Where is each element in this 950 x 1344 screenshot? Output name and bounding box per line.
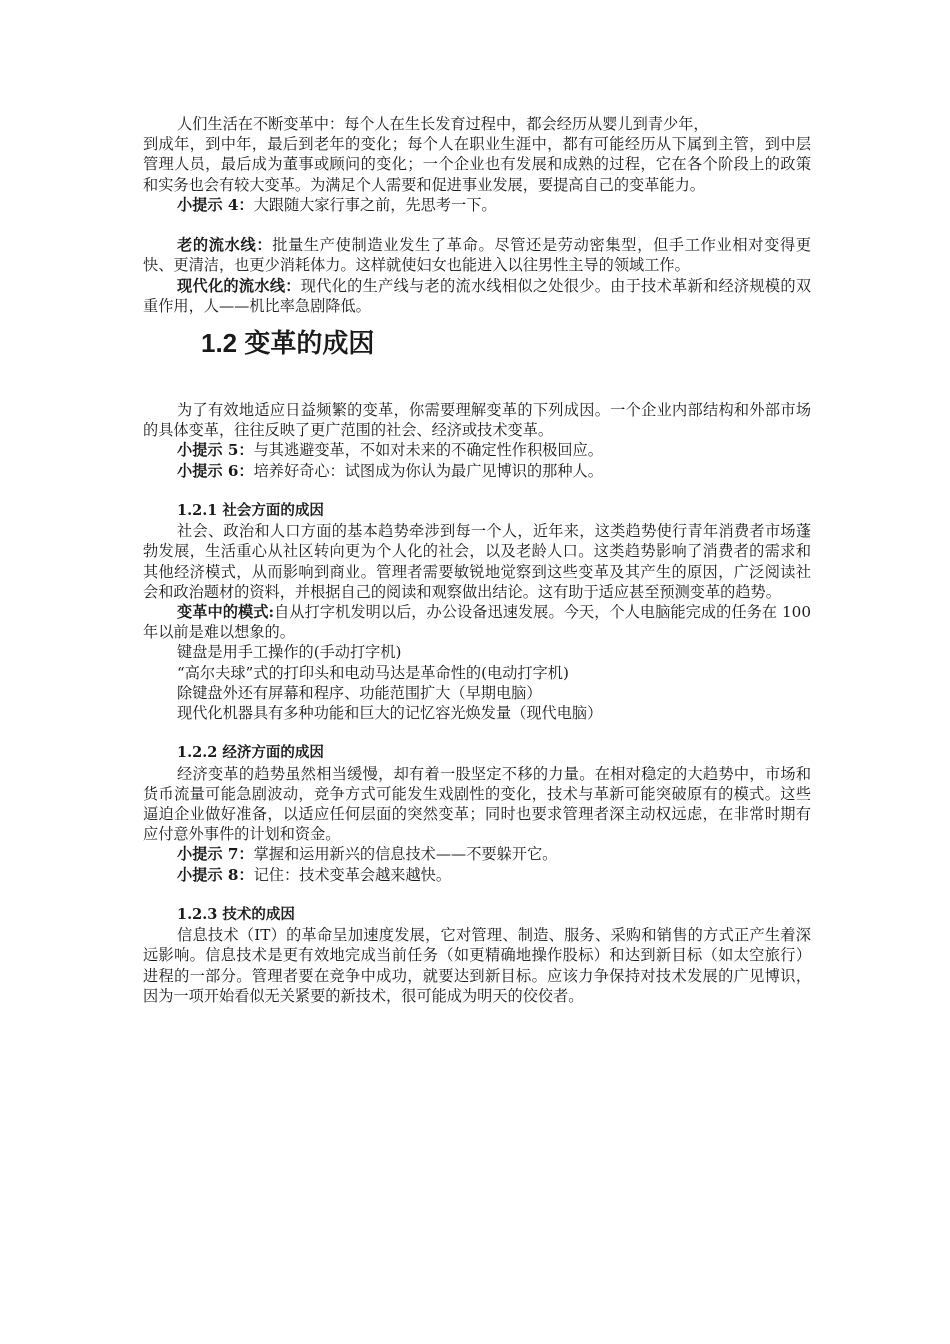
- tip-7: [143, 844, 811, 864]
- intro-paragraph-line1: 人们生活在不断变革中：每个人在生长发育过程中，都会经历从婴儿到青少年，: [177, 115, 709, 133]
- list-item: 现代化机器具有多种功能和巨大的记忆容光焕发量（现代电脑）: [177, 704, 603, 723]
- blank-line: [143, 215, 811, 235]
- tip-text: 培养好奇心：试图成为你认为最广见博识的那种人。: [253, 461, 603, 480]
- tip-5: [143, 440, 811, 460]
- technology-causes-paragraph: 信息技术（IT）的革命呈加速度发展，它对管理、制造、服务、采购和销售的方式正产生着深远影响。信息技术是更有效地完成当前任务（如更精确地操作股标）和达到新目标（如太空旅行）进程的一部分。管理者要在竞争中成功，就要达到新目标。应该力争保持对技术发展的广见博识，因为一项开始看似无关紧要的新技术，很可能成为明天的佼佼者。: [143, 926, 811, 1005]
- tip-label: 小提示 5：: [177, 441, 254, 460]
- pattern-paragraph: [143, 602, 811, 642]
- economic-causes-paragraph: 经济变革的趋势虽然相当缓慢，却有着一股坚定不移的力量。在相对稳定的大趋势中，市场和货币流量可能急剧波动，竞争方式可能发生戏剧性的变化，技术与革新可能突破原有的模式。这些逼迫企业做好准备，以适应任何层面的突然变革；同时也要求管理者深主动权远虑，在非常时期有应付意外事件的计划和资金。: [143, 764, 811, 844]
- intro-paragraph-rest: 到成年，到中年，最后到老年的变化；每个人在职业生涯中，都有可能经历从下属到主管，到中层管理人员，最后成为董事或顾问的变化；一个企业也有发展和成熟的过程，它在各个阶段上的政策和实务也会有较大变革。为满足个人需要和促进事业发展，要提高自己的变革能力。: [143, 135, 811, 194]
- tip-label: 小提示 7：: [177, 845, 254, 864]
- term-text: 批量生产使制造业发生了革命。尽管还是劳动密集型，但手工作业相对变得更快、更清洁，也更少消耗体力。这样就使妇女也能进入以往男性主导的领域工作。: [143, 236, 812, 275]
- tip-6: [143, 461, 811, 481]
- tip-label: 小提示 6：: [177, 461, 254, 480]
- old-assembly-line-paragraph: [143, 235, 811, 275]
- blank-line: [143, 723, 811, 743]
- term-label: 现代化的流水线：: [177, 276, 301, 295]
- blank-line: [143, 481, 811, 501]
- list-item: “高尔夫球”式的打印头和电动马达是革命性的(电动打字机): [177, 663, 569, 682]
- list-item: 键盘是用手工操作的(手动打字机): [177, 643, 402, 662]
- blank-line: [143, 885, 811, 905]
- tip-text: 与其逃避变革，不如对未来的不确定性作积极回应。: [253, 441, 603, 460]
- term-text: 现代化的生产线与老的流水线相似之处很少。由于技术革新和经济规模的双重作用，人——机比率急剧降低。: [143, 276, 812, 315]
- section-heading-1-2-3: 1.2.3 技术的成因: [177, 906, 295, 924]
- section-heading-1-2-2: 1.2.2 经济方面的成因: [177, 744, 324, 762]
- tip-text: 掌握和运用新兴的信息技术——不要躲开它。: [253, 845, 558, 864]
- list-item: 除键盘外还有屏幕和程序、功能范围扩大（早期电脑）: [177, 683, 542, 702]
- term-text: 自从打字机发明以后，办公设备迅速发展。今天，个人电脑能完成的任务在 100 年以前是难以想象的。: [143, 603, 811, 642]
- tip-label: 小提示 8：: [177, 865, 254, 884]
- modern-assembly-line-paragraph: [143, 276, 811, 316]
- tip-text: 大跟随大家行事之前，先思考一下。: [253, 195, 497, 214]
- social-causes-paragraph: 社会、政治和人口方面的基本趋势牵涉到每一个人，近年来，这类趋势使行青年消费者市场蓬勃发展，生活重心从社区转向更为个人化的社会，以及老龄人口。这类趋势影响了消费者的需求和其他经济模式，从而影响到商业。管理者需要敏锐地觉察到这些变革及其产生的原因，广泛阅读社会和政治题材的资料，并根据自己的阅读和观察做出结论。这有助于适应甚至预测变革的趋势。: [143, 522, 811, 601]
- tip-label: 小提示 4：: [177, 195, 254, 214]
- document-page: [143, 114, 811, 1006]
- tip-text: 记住：技术变革会越来越快。: [253, 865, 452, 884]
- section-1-2-intro: 为了有效地适应日益频繁的变革，你需要理解变革的下列成因。一个企业内部结构和外部市场的具体变革，往往反映了更广范围的社会、经济或技术变革。: [143, 401, 811, 440]
- term-label: 变革中的模式:: [177, 603, 275, 622]
- tip-8: [143, 865, 811, 885]
- tip-4: [143, 195, 811, 215]
- section-heading-1-2: 1.2 变革的成因: [201, 328, 375, 359]
- term-label: 老的流水线：: [177, 236, 273, 255]
- section-heading-1-2-1: 1.2.1 社会方面的成因: [177, 502, 324, 520]
